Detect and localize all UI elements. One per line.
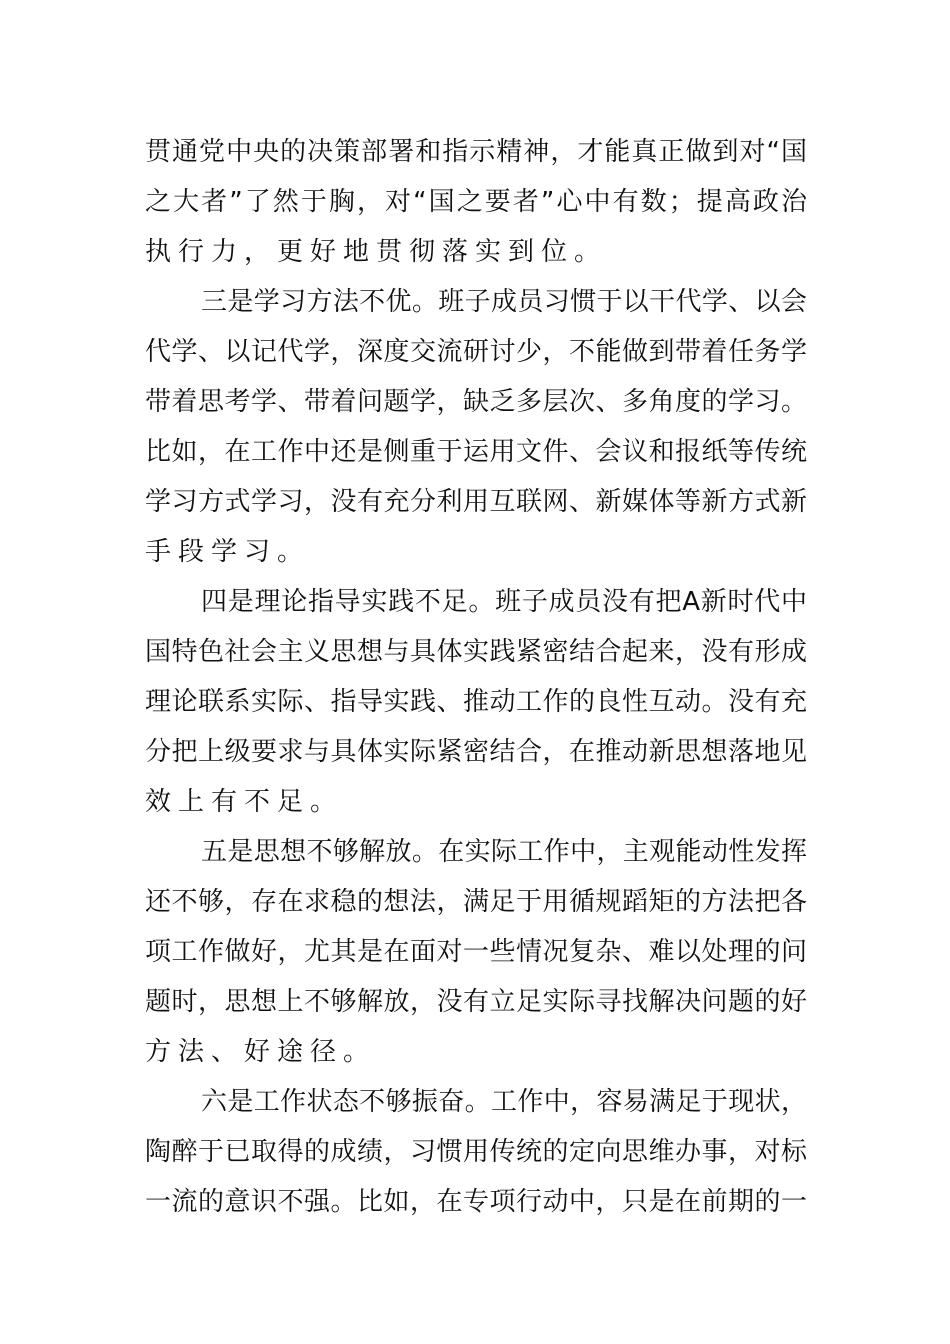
text-line: 一流的意识不强。比如，在专项行动中，只是在前期的一 bbox=[145, 1187, 807, 1217]
text-line: 国特色社会主义思想与具体实践紧密结合起来，没有形成 bbox=[145, 637, 807, 667]
text-line: 比如，在工作中还是侧重于运用文件、会议和报纸等传统 bbox=[145, 437, 807, 467]
text-line: 手段学习。 bbox=[145, 537, 311, 567]
text-line: 题时，思想上不够解放，没有立足实际寻找解决问题的好 bbox=[145, 987, 807, 1017]
text-line: 方法、好途径。 bbox=[145, 1037, 377, 1067]
paragraph bbox=[145, 827, 807, 1077]
text-line: 四是理论指导实践不足。班子成员没有把A新时代中 bbox=[201, 587, 807, 617]
paragraph bbox=[145, 577, 807, 827]
text-line: 陶醉于已取得的成绩，习惯用传统的定向思维办事，对标 bbox=[145, 1137, 807, 1167]
text-line: 带着思考学、带着问题学，缺乏多层次、多角度的学习。 bbox=[145, 387, 807, 417]
text-line: 还不够，存在求稳的想法，满足于用循规蹈矩的方法把各 bbox=[145, 887, 807, 917]
text-line: 效上有不足。 bbox=[145, 787, 344, 817]
paragraph bbox=[145, 277, 807, 577]
text-line: 代学、以记代学，深度交流研讨少，不能做到带着任务学 bbox=[145, 337, 807, 367]
text-line: 学习方式学习，没有充分利用互联网、新媒体等新方式新 bbox=[145, 487, 807, 517]
text-line: 之大者”了然于胸，对“国之要者”心中有数；提高政治 bbox=[145, 187, 807, 217]
text-line: 理论联系实际、指导实践、推动工作的良性互动。没有充 bbox=[145, 687, 807, 717]
text-line: 贯通党中央的决策部署和指示精神，才能真正做到对“国 bbox=[145, 137, 807, 167]
text-line: 五是思想不够解放。在实际工作中，主观能动性发挥 bbox=[201, 837, 807, 867]
text-line: 三是学习方法不优。班子成员习惯于以干代学、以会 bbox=[201, 287, 807, 317]
document-body bbox=[145, 127, 807, 1227]
text-line: 六是工作状态不够振奋。工作中，容易满足于现状， bbox=[201, 1087, 807, 1117]
text-line: 分把上级要求与具体实际紧密结合，在推动新思想落地见 bbox=[145, 737, 807, 767]
paragraph bbox=[145, 1077, 807, 1227]
text-line: 执行力，更好地贯彻落实到位。 bbox=[145, 237, 608, 267]
paragraph bbox=[145, 127, 807, 277]
text-line: 项工作做好，尤其是在面对一些情况复杂、难以处理的问 bbox=[145, 937, 807, 967]
